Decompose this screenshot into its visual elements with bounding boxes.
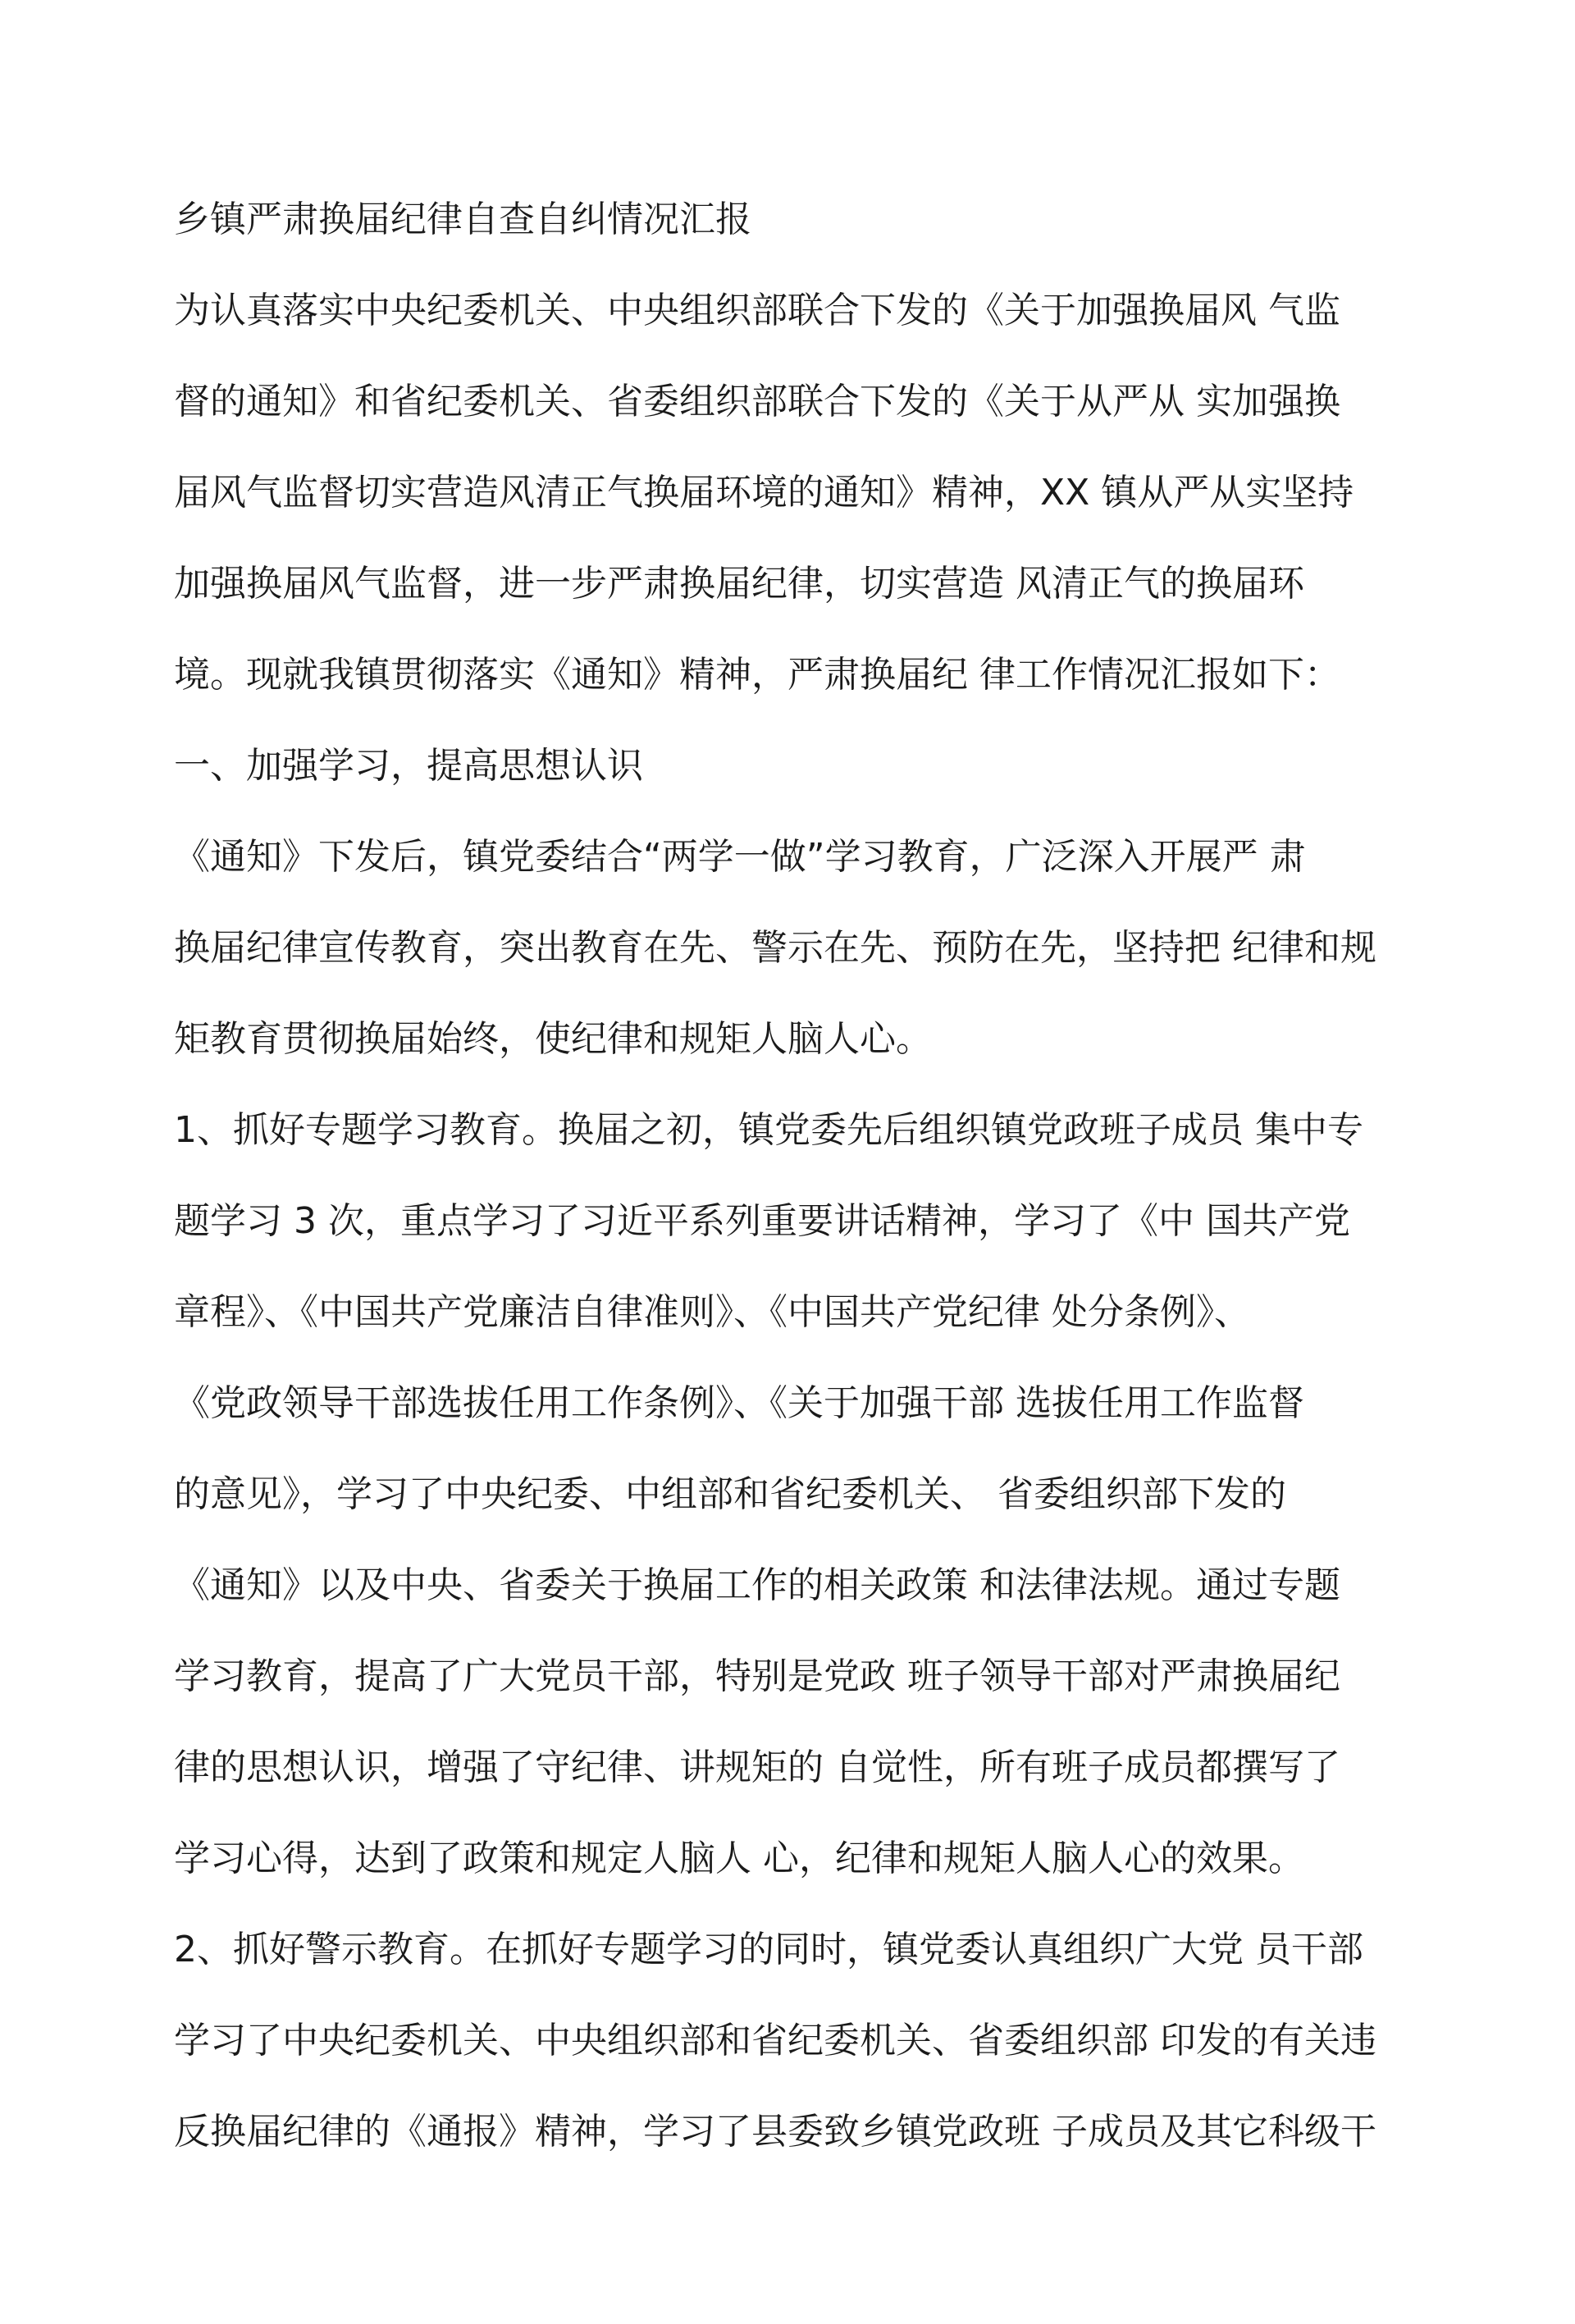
paragraph-line: 换届纪律宣传教育，突出教育在先、警示在先、预防在先，坚持把 纪律和规 xyxy=(174,927,1376,969)
paragraph-line: 学习了中央纪委机关、中央组织部和省纪委机关、省委组织部 印发的有关违 xyxy=(174,2020,1376,2061)
paragraph-line: 1、抓好专题学习教育。换届之初，镇党委先后组织镇党政班子成员 集中专 xyxy=(174,1109,1363,1151)
paragraph-line: 律的思想认识，增强了守纪律、讲规矩的 自觉性，所有班子成员都撰写了 xyxy=(174,1746,1340,1788)
section-heading: 一、加强学习，提高思想认识 xyxy=(174,745,643,787)
paragraph-line: 届风气监督切实营造风清正气换届环境的通知》精神，XX 镇从严从实坚持 xyxy=(174,472,1354,514)
paragraph-line: 题学习 3 次，重点学习了习近平系列重要讲话精神，学习了《中 国共产党 xyxy=(174,1200,1350,1242)
paragraph-line: 反换届纪律的《通报》精神，学习了县委致乡镇党政班 子成员及其它科级干 xyxy=(174,2111,1376,2153)
paragraph-line: 《党政领导干部选拔任用工作条例》、《关于加强干部 选拔任用工作监督 xyxy=(174,1382,1304,1424)
paragraph-line: 为认真落实中央纪委机关、中央组织部联合下发的《关于加强换届风 气监 xyxy=(174,290,1340,331)
paragraph-line: 学习心得，达到了政策和规定人脑人 心，纪律和规矩人脑人心的效果。 xyxy=(174,1838,1304,1879)
paragraph-line: 的意见》，学习了中央纪委、中组部和省纪委机关、 省委组织部下发的 xyxy=(174,1473,1286,1515)
paragraph-line: 矩教育贯彻换届始终，使纪律和规矩人脑人心。 xyxy=(174,1018,932,1060)
paragraph-line: 2、抓好警示教育。在抓好专题学习的同时，镇党委认真组织广大党 员干部 xyxy=(174,1929,1363,1970)
paragraph-line: 《通知》下发后，镇党委结合“两学一做”学习教育，广泛深入开展严 肃 xyxy=(174,836,1306,878)
paragraph-line: 《通知》以及中央、省委关于换届工作的相关政策 和法律法规。通过专题 xyxy=(174,1564,1340,1606)
document-title: 乡镇严肃换届纪律自查自纠情况汇报 xyxy=(174,199,751,240)
document-body xyxy=(174,174,1429,2177)
paragraph-line: 学习教育，提高了广大党员干部，特别是党政 班子领导干部对严肃换届纪 xyxy=(174,1655,1340,1697)
paragraph-line: 章程》、《中国共产党廉洁自律准则》、《中国共产党纪律 处分条例》、 xyxy=(174,1291,1250,1333)
paragraph-line: 督的通知》和省纪委机关、省委组织部联合下发的《关于从严从 实加强换 xyxy=(174,381,1340,422)
paragraph-line: 加强换届风气监督，进一步严肃换届纪律，切实营造 风清正气的换届环 xyxy=(174,563,1304,605)
paragraph-line: 境。现就我镇贯彻落实《通知》精神，严肃换届纪 律工作情况汇报如下： xyxy=(174,654,1340,696)
